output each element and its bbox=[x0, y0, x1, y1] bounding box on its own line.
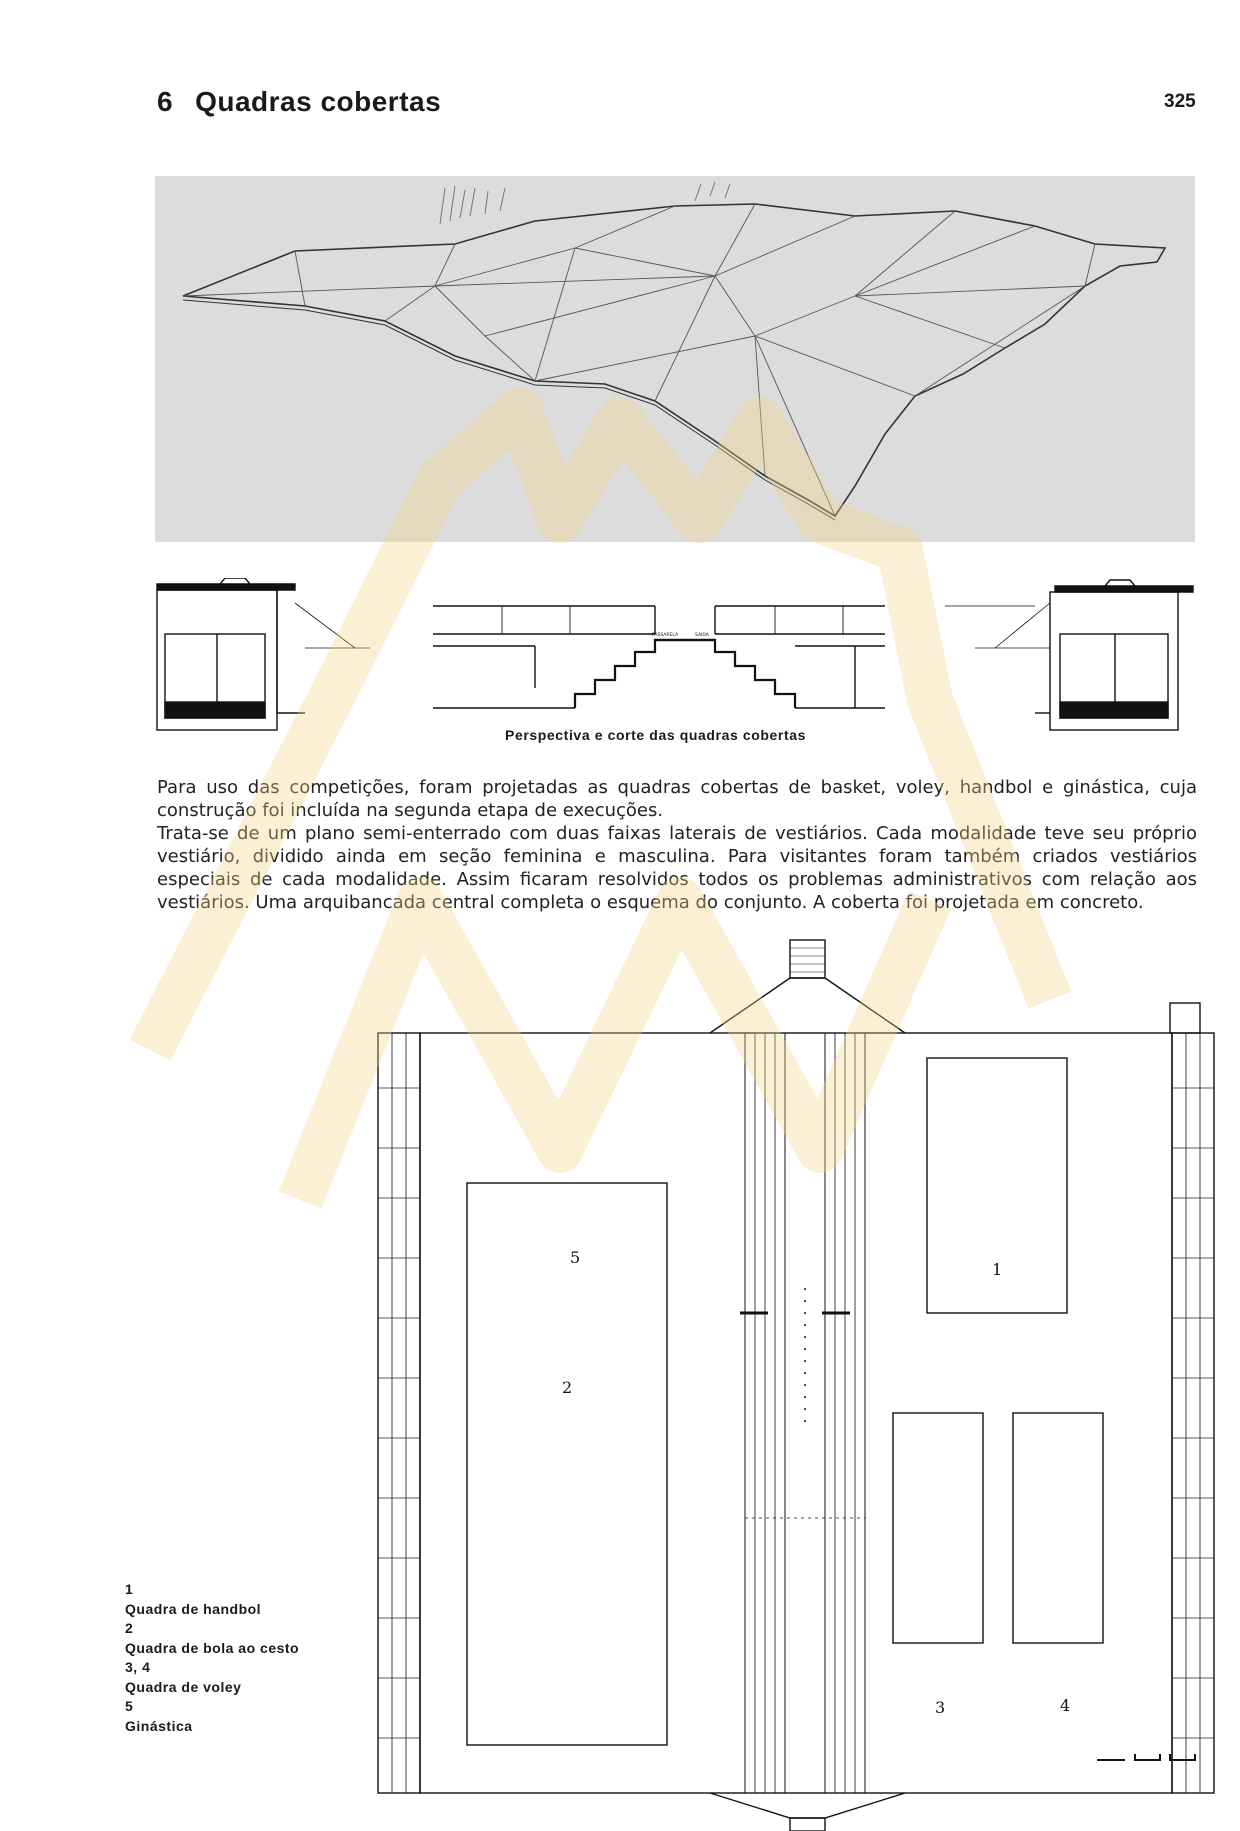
section-drawing bbox=[155, 578, 1195, 738]
floor-plan bbox=[370, 938, 1230, 1831]
figure-caption: Perspectiva e corte das quadras cobertas bbox=[505, 727, 807, 743]
scale-bar bbox=[1095, 1752, 1215, 1779]
court-label-2: 2 bbox=[562, 1378, 573, 1397]
legend-number: 2 bbox=[125, 1620, 134, 1636]
paragraph: Trata-se de um plano semi-enterrado com duas faixas laterais de vestiários. Cada modalidade teve seu próprio vestiário, dividido ainda em seção feminina e masculina. Para visitantes foram também criados vestiários especiais de cada modalidade. Assim ficaram resolvidos todos os problemas administrativos com relação aos vestiários. Uma arquibancada central completa o esquema do conjunto. A coberta foi projetada em concreto. bbox=[157, 823, 1197, 913]
legend-label: Quadra de voley bbox=[125, 1678, 242, 1695]
perspective-drawing bbox=[155, 176, 1195, 542]
legend-label: Quadra de handbol bbox=[125, 1600, 262, 1617]
court-label-4: 4 bbox=[1060, 1696, 1071, 1715]
legend-label: Quadra de bola ao cesto bbox=[125, 1639, 300, 1656]
legend bbox=[125, 1580, 299, 1736]
court-label-1: 1 bbox=[992, 1260, 1003, 1279]
paragraph: Para uso das competições, foram projetadas as quadras cobertas de basket, voley, handbol e ginástica, cuja construção foi incluída na segunda etapa de execuções. bbox=[157, 777, 1197, 821]
legend-number: 5 bbox=[125, 1698, 134, 1714]
legend-number: 3, 4 bbox=[125, 1659, 151, 1675]
body-text bbox=[157, 776, 1197, 914]
court-label-3: 3 bbox=[935, 1698, 946, 1717]
chapter-number: 6 bbox=[157, 86, 174, 117]
section-label-right: SAIDA bbox=[695, 633, 709, 638]
chapter-title: Quadras cobertas bbox=[195, 86, 442, 117]
section-label-left: PASSARELA bbox=[652, 633, 679, 638]
legend-label: Ginástica bbox=[125, 1717, 193, 1734]
page-number: 325 bbox=[1164, 91, 1196, 112]
court-label-5: 5 bbox=[570, 1248, 581, 1267]
legend-number: 1 bbox=[125, 1581, 134, 1597]
page-heading bbox=[157, 86, 441, 118]
